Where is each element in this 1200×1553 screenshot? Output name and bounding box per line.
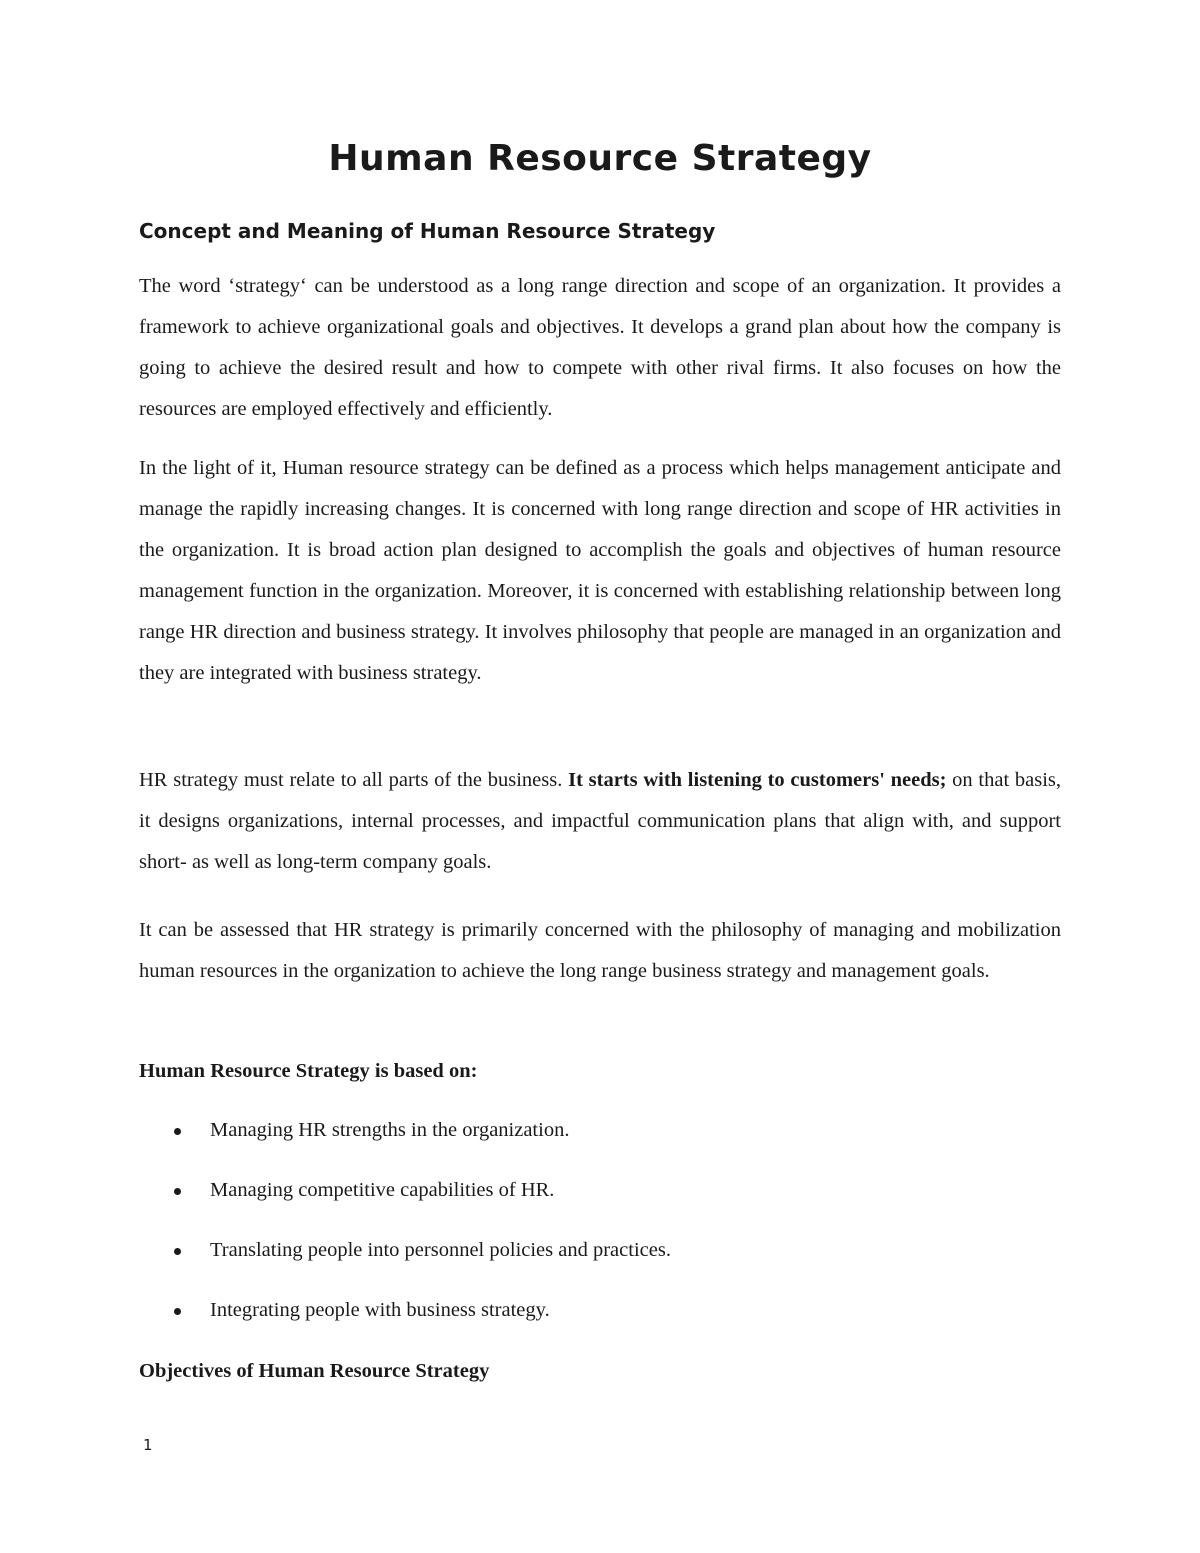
page-number: 1 [143, 1436, 153, 1454]
section-heading-concept: Concept and Meaning of Human Resource Strategy [139, 219, 716, 243]
based-on-list [139, 1110, 1061, 1350]
list-item-text: Managing competitive capabilities of HR. [210, 1179, 555, 1201]
document-title: Human Resource Strategy [328, 138, 872, 179]
bullet-icon [174, 1128, 181, 1135]
list-item [139, 1290, 1061, 1350]
section-heading-objectives: Objectives of Human Resource Strategy [139, 1360, 490, 1382]
paragraph-text-start: HR strategy must relate to all parts of the business. [139, 769, 563, 791]
list-item-text: Integrating people with business strategy. [210, 1299, 550, 1321]
paragraph-hr-strategy-business [139, 760, 1061, 883]
list-item [139, 1110, 1061, 1170]
bullet-icon [174, 1188, 181, 1195]
list-item-text: Translating people into personnel policies and practices. [210, 1239, 671, 1261]
paragraph-bold-text: It starts with listening to customers' needs; [568, 769, 947, 791]
section-heading-based-on: Human Resource Strategy is based on: [139, 1060, 478, 1082]
paragraph-hr-strategy-definition: In the light of it, Human resource strategy can be defined as a process which helps management anticipate and manage the rapidly increasing changes. It is concerned with long range direction and scope of HR activities in the organization. It is broad action plan designed to accomplish the goals and objectives of human resource management function in the organization. Moreover, it is concerned with establishing relationship between long range HR direction and business strategy. It involves philosophy that people are managed in an organization and they are integrated with business strategy. [139, 457, 1061, 684]
list-item [139, 1170, 1061, 1230]
bullet-icon [174, 1308, 181, 1315]
paragraph-hr-strategy-assessment: It can be assessed that HR strategy is primarily concerned with the philosophy of managing and mobilization human resources in the organization to achieve the long range business strategy and management goals. [139, 919, 1061, 982]
paragraph-strategy-definition: The word ‘strategy‘ can be understood as a long range direction and scope of an organization. It provides a framework to achieve organizational goals and objectives. It develops a grand plan about how the company is going to achieve the desired result and how to compete with other rival firms. It also focuses on how the resources are employed effectively and efficiently. [139, 275, 1061, 420]
list-item [139, 1230, 1061, 1290]
list-item-text: Managing HR strengths in the organization. [210, 1119, 570, 1141]
bullet-icon [174, 1248, 181, 1255]
paragraph-text-end: on that basis, it designs organizations, internal processes, and impactful communication plans that align with, and support short- as well as long-term company goals. [139, 769, 1062, 873]
